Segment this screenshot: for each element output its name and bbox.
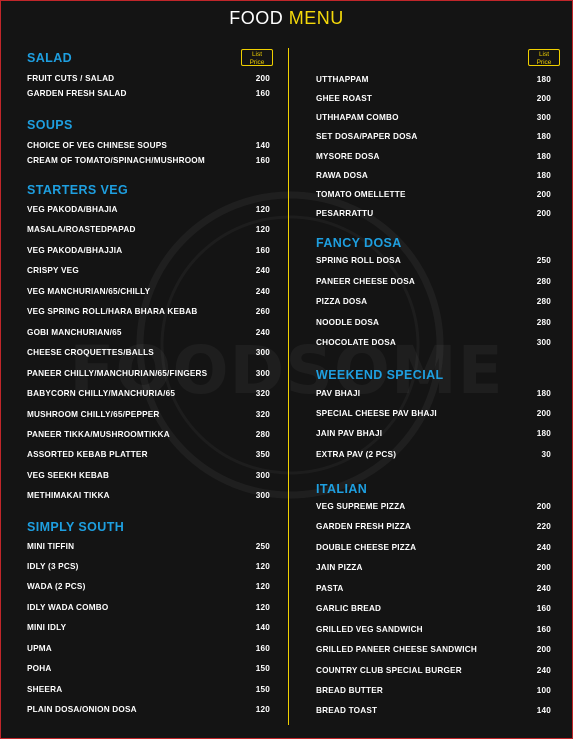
menu-item xyxy=(27,685,270,699)
page-title xyxy=(0,8,573,29)
menu-item xyxy=(27,603,270,617)
item-price: 120 xyxy=(255,705,270,714)
item-price: 160 xyxy=(255,644,270,653)
item-price: 240 xyxy=(536,584,551,593)
menu-item xyxy=(27,491,270,505)
item-price: 300 xyxy=(536,113,551,122)
menu-item xyxy=(27,328,270,342)
menu-item xyxy=(316,297,551,311)
item-name: SPECIAL CHEESE PAV BHAJI xyxy=(316,409,437,418)
menu-item xyxy=(27,450,270,464)
item-name: FRUIT CUTS / SALAD xyxy=(27,74,115,83)
menu-item xyxy=(316,389,551,403)
item-name: UPMA xyxy=(27,644,52,653)
item-name: BREAD BUTTER xyxy=(316,686,383,695)
item-price: 260 xyxy=(255,307,270,316)
item-name: CREAM OF TOMATO/SPINACH/MUSHROOM xyxy=(27,156,205,165)
item-price: 150 xyxy=(255,664,270,673)
list-price-badge xyxy=(528,49,560,66)
item-price: 200 xyxy=(536,409,551,418)
menu-item xyxy=(27,74,270,88)
item-name: PIZZA DOSA xyxy=(316,297,368,306)
menu-item xyxy=(316,277,551,291)
item-name: PASTA xyxy=(316,584,344,593)
menu-item xyxy=(27,582,270,596)
item-price: 140 xyxy=(255,141,270,150)
item-name: SET DOSA/PAPER DOSA xyxy=(316,132,418,141)
section-title-fancy-dosa: FANCY DOSA xyxy=(316,236,402,250)
menu-item xyxy=(27,562,270,576)
menu-item xyxy=(27,369,270,383)
menu-item xyxy=(316,113,551,127)
item-name: VEG SPRING ROLL/HARA BHARA KEBAB xyxy=(27,307,198,316)
section-title-italian: ITALIAN xyxy=(316,482,368,496)
item-price: 280 xyxy=(536,297,551,306)
menu-item xyxy=(27,664,270,678)
item-name: POHA xyxy=(27,664,52,673)
item-price: 160 xyxy=(255,156,270,165)
item-name: METHIMAKAI TIKKA xyxy=(27,491,110,500)
menu-item xyxy=(316,666,551,680)
item-name: PAV BHAJI xyxy=(316,389,361,398)
menu-item xyxy=(27,389,270,403)
menu-item xyxy=(316,209,551,223)
menu-item xyxy=(27,287,270,301)
menu-item xyxy=(316,584,551,598)
item-price: 180 xyxy=(536,429,551,438)
item-price: 160 xyxy=(255,246,270,255)
item-name: MINI IDLY xyxy=(27,623,67,632)
item-name: DOUBLE CHEESE PIZZA xyxy=(316,543,417,552)
menu-item xyxy=(316,94,551,108)
item-price: 120 xyxy=(255,603,270,612)
menu-item xyxy=(27,141,270,155)
item-name: GRILLED PANEER CHEESE SANDWICH xyxy=(316,645,477,654)
section-title-simply-south: SIMPLY SOUTH xyxy=(27,520,125,534)
menu-item xyxy=(316,522,551,536)
item-price: 180 xyxy=(536,75,551,84)
item-name: GARDEN FRESH SALAD xyxy=(27,89,127,98)
menu-item xyxy=(27,410,270,424)
item-price: 320 xyxy=(255,410,270,419)
menu-item xyxy=(27,623,270,637)
item-price: 180 xyxy=(536,389,551,398)
item-price: 150 xyxy=(255,685,270,694)
item-name: JAIN PAV BHAJI xyxy=(316,429,383,438)
item-name: BABYCORN CHILLY/MANCHURIA/65 xyxy=(27,389,176,398)
item-name: ASSORTED KEBAB PLATTER xyxy=(27,450,148,459)
item-price: 180 xyxy=(536,171,551,180)
menu-item xyxy=(27,266,270,280)
item-name: NOODLE DOSA xyxy=(316,318,380,327)
item-price: 180 xyxy=(536,132,551,141)
item-price: 250 xyxy=(536,256,551,265)
item-price: 300 xyxy=(255,491,270,500)
item-name: CHOICE OF VEG CHINESE SOUPS xyxy=(27,141,168,150)
item-name: EXTRA PAV (2 PCS) xyxy=(316,450,397,459)
item-name: COUNTRY CLUB SPECIAL BURGER xyxy=(316,666,462,675)
menu-item xyxy=(27,348,270,362)
menu-item xyxy=(27,430,270,444)
menu-item xyxy=(316,338,551,352)
menu-item xyxy=(316,75,551,89)
item-name: UTHHAPAM COMBO xyxy=(316,113,399,122)
item-price: 180 xyxy=(536,152,551,161)
item-name: GARLIC BREAD xyxy=(316,604,382,613)
item-name: PANEER TIKKA/MUSHROOMTIKKA xyxy=(27,430,170,439)
menu-item xyxy=(316,686,551,700)
item-name: SPRING ROLL DOSA xyxy=(316,256,401,265)
menu-item xyxy=(316,450,551,464)
item-price: 200 xyxy=(536,94,551,103)
menu-item xyxy=(27,542,270,556)
item-price: 280 xyxy=(255,430,270,439)
item-price: 300 xyxy=(255,369,270,378)
section-title-soups: SOUPS xyxy=(27,118,73,132)
item-price: 350 xyxy=(255,450,270,459)
menu-item xyxy=(316,543,551,557)
column-divider xyxy=(288,48,289,725)
item-name: JAIN PIZZA xyxy=(316,563,363,572)
item-price: 140 xyxy=(255,623,270,632)
title-food: FOOD xyxy=(229,8,284,28)
item-price: 240 xyxy=(255,266,270,275)
menu-item xyxy=(27,156,270,170)
menu-item xyxy=(316,625,551,639)
section-title-salad: SALAD xyxy=(27,51,73,65)
menu-item xyxy=(27,644,270,658)
badge-line1: List xyxy=(251,51,263,58)
menu-item xyxy=(27,205,270,219)
item-name: MINI TIFFIN xyxy=(27,542,75,551)
item-price: 120 xyxy=(255,562,270,571)
menu-item xyxy=(316,604,551,618)
menu-item xyxy=(316,190,551,204)
item-price: 320 xyxy=(255,389,270,398)
item-name: RAWA DOSA xyxy=(316,171,368,180)
item-price: 200 xyxy=(536,645,551,654)
menu-item xyxy=(27,705,270,719)
item-name: PESARRATTU xyxy=(316,209,374,218)
item-name: VEG PAKODA/BHAJIA xyxy=(27,205,118,214)
item-price: 240 xyxy=(536,543,551,552)
item-name: BREAD TOAST xyxy=(316,706,378,715)
item-name: PANEER CHEESE DOSA xyxy=(316,277,415,286)
item-price: 240 xyxy=(255,287,270,296)
item-price: 300 xyxy=(255,471,270,480)
item-price: 200 xyxy=(255,74,270,83)
item-price: 200 xyxy=(536,502,551,511)
menu-item xyxy=(316,706,551,720)
item-price: 280 xyxy=(536,277,551,286)
menu-item xyxy=(316,563,551,577)
menu-item xyxy=(316,171,551,185)
item-price: 140 xyxy=(536,706,551,715)
item-name: WADA (2 PCS) xyxy=(27,582,86,591)
item-name: CRISPY VEG xyxy=(27,266,79,275)
item-price: 220 xyxy=(536,522,551,531)
menu-item xyxy=(316,502,551,516)
menu-item xyxy=(316,409,551,423)
item-name: GHEE ROAST xyxy=(316,94,373,103)
item-name: PLAIN DOSA/ONION DOSA xyxy=(27,705,137,714)
item-price: 250 xyxy=(255,542,270,551)
item-price: 200 xyxy=(536,563,551,572)
item-price: 120 xyxy=(255,582,270,591)
menu-item xyxy=(316,318,551,332)
menu-item xyxy=(27,307,270,321)
item-price: 240 xyxy=(255,328,270,337)
item-name: IDLY (3 PCS) xyxy=(27,562,79,571)
item-price: 160 xyxy=(536,625,551,634)
item-name: TOMATO OMELLETTE xyxy=(316,190,406,199)
item-name: VEG SUPREME PIZZA xyxy=(316,502,406,511)
menu-item xyxy=(27,89,270,103)
item-name: GRILLED VEG SANDWICH xyxy=(316,625,423,634)
menu-item xyxy=(316,152,551,166)
item-name: GOBI MANCHURIAN/65 xyxy=(27,328,122,337)
item-price: 30 xyxy=(541,450,551,459)
menu-item xyxy=(316,645,551,659)
item-name: VEG PAKODA/BHAJJIA xyxy=(27,246,123,255)
menu-item xyxy=(316,132,551,146)
item-price: 200 xyxy=(536,209,551,218)
list-price-badge xyxy=(241,49,273,66)
title-menu: MENU xyxy=(288,8,344,28)
item-name: MYSORE DOSA xyxy=(316,152,380,161)
item-price: 200 xyxy=(536,190,551,199)
item-name: GARDEN FRESH PIZZA xyxy=(316,522,412,531)
item-name: CHOCOLATE DOSA xyxy=(316,338,396,347)
menu-item xyxy=(316,256,551,270)
item-price: 100 xyxy=(536,686,551,695)
item-name: MUSHROOM CHILLY/65/PEPPER xyxy=(27,410,160,419)
menu-item xyxy=(27,246,270,260)
menu-item xyxy=(316,429,551,443)
item-name: IDLY WADA COMBO xyxy=(27,603,109,612)
item-name: MASALA/ROASTEDPAPAD xyxy=(27,225,136,234)
item-price: 300 xyxy=(255,348,270,357)
item-price: 160 xyxy=(255,89,270,98)
item-name: VEG SEEKH KEBAB xyxy=(27,471,110,480)
item-name: SHEERA xyxy=(27,685,63,694)
item-name: CHEESE CROQUETTES/BALLS xyxy=(27,348,154,357)
item-price: 300 xyxy=(536,338,551,347)
menu-item xyxy=(27,225,270,239)
item-name: PANEER CHILLY/MANCHURIAN/65/FINGERS xyxy=(27,369,208,378)
item-price: 120 xyxy=(255,225,270,234)
badge-line1: List xyxy=(538,51,550,58)
badge-line2: Price xyxy=(249,58,265,66)
item-price: 120 xyxy=(255,205,270,214)
menu-item xyxy=(27,471,270,485)
item-price: 280 xyxy=(536,318,551,327)
badge-line2: Price xyxy=(536,58,552,66)
item-price: 240 xyxy=(536,666,551,675)
item-name: VEG MANCHURIAN/65/CHILLY xyxy=(27,287,151,296)
item-price: 160 xyxy=(536,604,551,613)
section-title-weekend-special: WEEKEND SPECIAL xyxy=(316,368,444,382)
section-title-starters: STARTERS VEG xyxy=(27,183,129,197)
item-name: UTTHAPPAM xyxy=(316,75,369,84)
